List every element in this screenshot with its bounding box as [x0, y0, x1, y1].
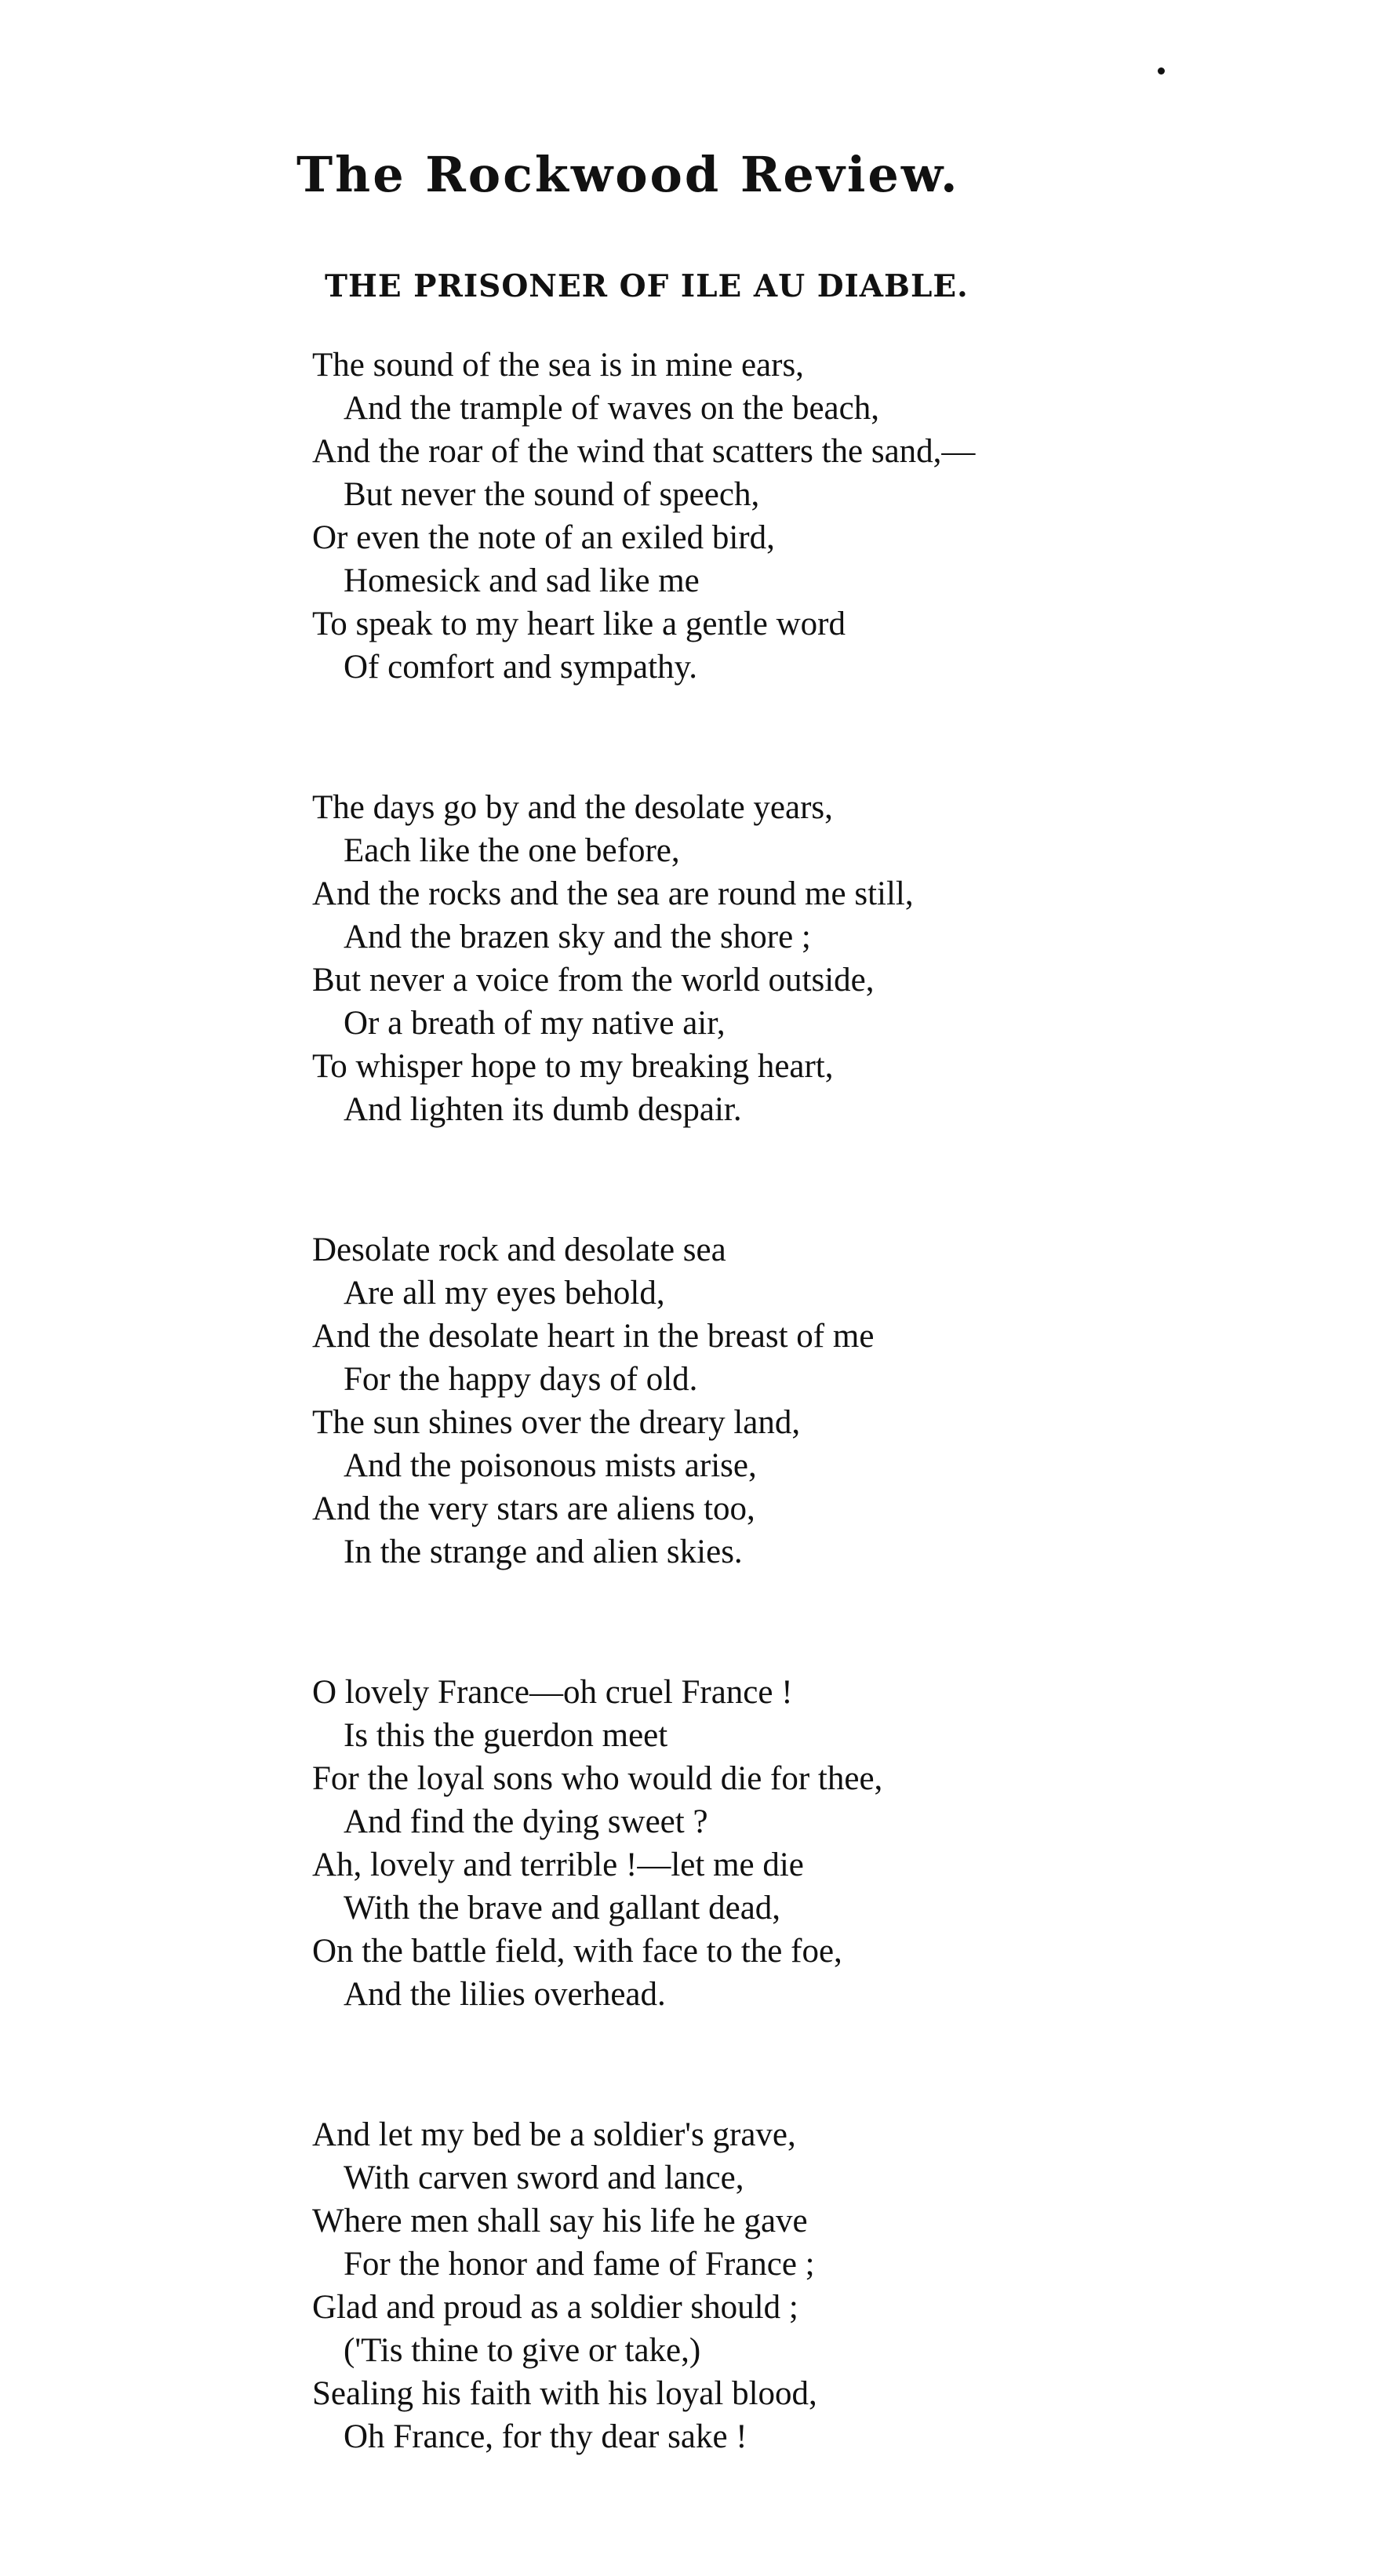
poem-line: And let my bed be a soldier's grave, — [312, 2116, 796, 2153]
poem-line: For the loyal sons who would die for thee, — [312, 1760, 883, 1797]
poem-line: The sound of the sea is in mine ears, — [312, 347, 804, 384]
poem-line: And lighten its dumb despair. — [344, 1091, 742, 1128]
poem-line: But never the sound of speech, — [344, 476, 760, 513]
poem-line: Homesick and sad like me — [344, 562, 700, 599]
poem-line: And the rocks and the sea are round me still, — [312, 875, 914, 912]
masthead: The Rockwood Review. — [296, 146, 960, 203]
poem-line: And the lilies overhead. — [344, 1976, 666, 2013]
poem-line: And the very stars are aliens too, — [312, 1490, 755, 1527]
poem-line: For the happy days of old. — [344, 1361, 698, 1398]
stanza-3 — [312, 1228, 1293, 1574]
poem-line: Sealing his faith with his loyal blood, — [312, 2375, 817, 2412]
poem-line: The sun shines over the dreary land, — [312, 1404, 801, 1441]
poem-line: To speak to my heart like a gentle word — [312, 606, 846, 642]
poem-line: The days go by and the desolate years, — [312, 789, 833, 826]
poem-line: To whisper hope to my breaking heart, — [312, 1048, 834, 1085]
poem-line: For the honor and fame of France ; — [344, 2246, 815, 2283]
poem-line: And the poisonous mists arise, — [344, 1447, 757, 1484]
stanza-2 — [312, 786, 1293, 1131]
poem-line: Oh France, for thy dear sake ! — [344, 2418, 747, 2455]
poem-line: Or a breath of my native air, — [344, 1005, 726, 1042]
poem-line: Or even the note of an exiled bird, — [312, 519, 775, 556]
poem-line: Is this the guerdon meet — [344, 1717, 668, 1754]
poem-line: And the roar of the wind that scatters the sand,— — [312, 433, 976, 470]
poem-line: Desolate rock and desolate sea — [312, 1232, 726, 1268]
poem-line: Are all my eyes behold, — [344, 1275, 665, 1312]
stanza-5 — [312, 2113, 1293, 2458]
poem-line: With the brave and gallant dead, — [344, 1890, 781, 1927]
poem-line: And the desolate heart in the breast of me — [312, 1318, 875, 1355]
poem-title: THE PRISONER OF ILE AU DIABLE. — [325, 268, 969, 304]
poem-body — [312, 344, 1293, 2556]
poem-line: With carven sword and lance, — [344, 2159, 744, 2196]
poem-line: Each like the one before, — [344, 832, 680, 869]
stanza-4 — [312, 1671, 1293, 2016]
poem-line: O lovely France—oh cruel France ! — [312, 1674, 793, 1711]
ink-dot — [1158, 67, 1165, 75]
poem-line: And the trample of waves on the beach, — [344, 390, 879, 427]
poem-line: On the battle field, with face to the foe, — [312, 1933, 842, 1970]
poem-line: ('Tis thine to give or take,) — [344, 2332, 701, 2369]
poem-line: Glad and proud as a soldier should ; — [312, 2289, 798, 2326]
poem-line: And the brazen sky and the shore ; — [344, 919, 811, 955]
stanza-1 — [312, 344, 1293, 689]
poem-line: And find the dying sweet ? — [344, 1803, 708, 1840]
poem-line: But never a voice from the world outside, — [312, 962, 875, 999]
poem-line: Where men shall say his life he gave — [312, 2203, 808, 2239]
poem-line: Ah, lovely and terrible !—let me die — [312, 1846, 804, 1883]
poem-line: Of comfort and sympathy. — [344, 649, 697, 686]
poem-line: In the strange and alien skies. — [344, 1534, 743, 1570]
